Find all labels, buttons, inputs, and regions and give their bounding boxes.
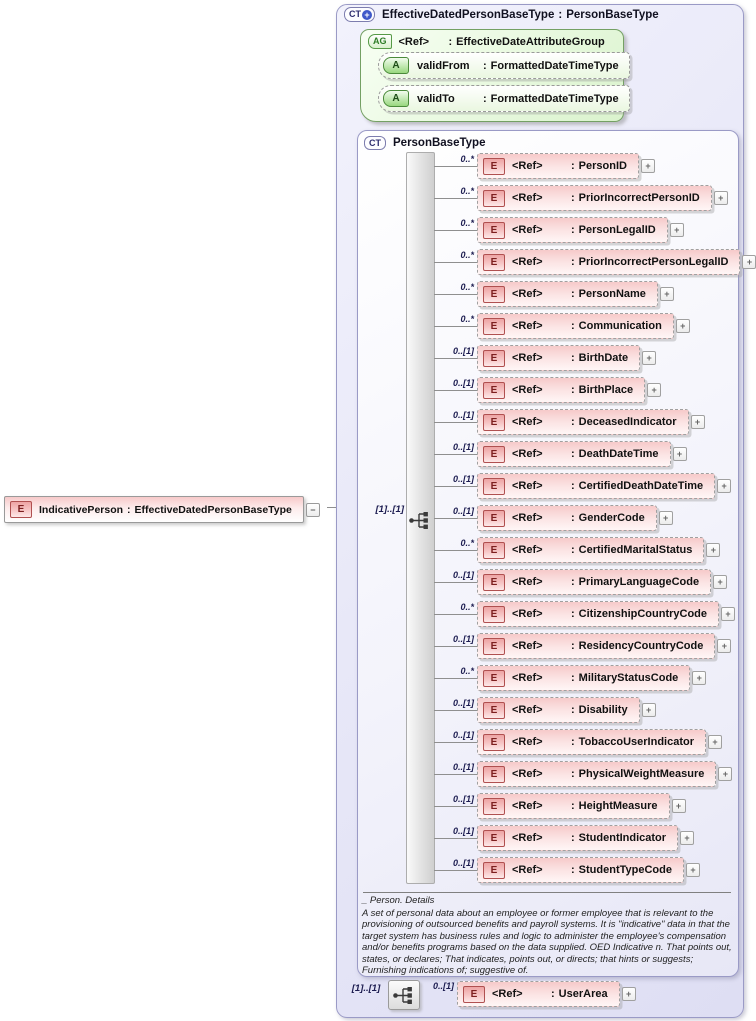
attribute-name: validFrom [417,59,470,72]
expand-icon[interactable]: + [718,767,732,781]
element-separator: : [571,352,575,364]
element-row [404,729,747,755]
element-name: PhysicalWeightMeasure [578,768,705,780]
attribute-type: FormattedDateTimeType [490,92,619,105]
element-separator: : [571,576,575,588]
expand-icon[interactable]: + [670,223,684,237]
element-ref-label: <Ref> [512,480,543,492]
sequence-cardinality: [1]..[1] [375,504,404,515]
doc-title: _ Person. Details [362,895,435,906]
element-separator: : [571,288,575,300]
element-name: CertifiedMaritalStatus [578,544,693,556]
element-box[interactable] [477,729,718,755]
element-icon: E [483,798,505,815]
element-row [404,601,747,627]
attribute-icon: A [383,90,409,107]
element-name: DeceasedIndicator [578,416,677,428]
documentation-note [362,895,734,977]
element-ref-label: <Ref> [512,864,543,876]
element-name: PersonID [578,160,627,172]
doc-body: A set of personal data about an employee or former employee that is relevant to the provisioning of outsourced benefits and payroll systems. It is "indicative" data in that the target system has business rules and logic to administer the employee's compensation and/or benefits programs based on the data supplied. OED Indicative n. That points out, states, or declares; That indicates, points out, or directs; that hints or suggests; Furnishing indications of; suggestive of. [362,907,732,976]
connector-line [434,614,477,615]
expand-icon[interactable]: + [676,319,690,333]
connector-line [434,870,477,871]
element-separator: : [571,544,575,556]
element-ref-label: <Ref> [512,416,543,428]
element-box[interactable] [477,793,682,819]
element-icon: E [483,574,505,591]
attribute-type: FormattedDateTimeType [490,59,619,72]
element-name: GenderCode [578,512,645,524]
connector-line [434,326,477,327]
element-box[interactable] [477,601,731,627]
element-row [404,633,747,659]
element-ref-label: <Ref> [512,576,543,588]
element-row [404,793,747,819]
element-box[interactable] [477,665,702,691]
element-box[interactable] [477,537,716,563]
element-box[interactable] [477,377,657,403]
expand-icon[interactable]: + [714,191,728,205]
element-row [404,537,747,563]
element-ref-label: <Ref> [492,988,523,1000]
element-separator: : [571,320,575,332]
element-box[interactable] [477,505,669,531]
connector-line [434,358,477,359]
connector-line [434,774,477,775]
panel-header [344,7,659,22]
element-row [404,857,747,883]
connector-line [434,838,477,839]
element-icon: E [483,830,505,847]
cardinality-label: 0..[1] [452,506,474,516]
cardinality-label: 0..* [460,218,474,228]
element-icon: E [483,446,505,463]
connector-line [434,390,477,391]
element-icon: E [483,670,505,687]
element-name: TobaccoUserIndicator [578,736,694,748]
expand-icon[interactable]: + [642,703,656,717]
expand-icon[interactable]: + [742,255,756,269]
element-row [404,377,747,403]
element-separator: : [571,384,575,396]
plus-circle-icon: + [362,10,372,20]
cardinality-label: 0..[1] [452,858,474,868]
element-icon: E [483,190,505,207]
connector-line [434,166,477,167]
connector-line [434,646,477,647]
element-ref-label: <Ref> [512,448,543,460]
element-separator: : [571,192,575,204]
element-icon: E [483,222,505,239]
connector-line [434,518,477,519]
cardinality-label: 0..* [460,250,474,260]
element-separator: : [571,512,575,524]
element-separator: : [571,768,575,780]
element-row [404,441,747,467]
element-icon: E [483,254,505,271]
expand-icon[interactable]: + [672,799,686,813]
element-ref-label: <Ref> [512,160,543,172]
element-separator: : [551,988,555,1000]
cardinality-label: 0..[1] [452,794,474,804]
element-row [404,761,747,787]
element-row [404,473,747,499]
cardinality-label: 0..[1] [452,730,474,740]
element-icon: E [483,286,505,303]
expand-icon[interactable]: + [659,511,673,525]
element-row [404,505,747,531]
element-box[interactable] [477,281,670,307]
element-ref-label: <Ref> [512,640,543,652]
attribute-validto[interactable] [378,85,630,112]
connector-line [434,486,477,487]
element-row [404,569,747,595]
element-name: PriorIncorrectPersonLegalID [578,256,729,268]
base-type-title: PersonBaseType [393,137,486,149]
complex-type-icon: CT [364,136,386,150]
cardinality-label: 0..* [460,314,474,324]
element-box[interactable] [477,409,701,435]
connector-line [434,294,477,295]
element-box[interactable] [477,217,680,243]
connector-line [434,454,477,455]
element-box[interactable] [477,441,683,467]
element-ref-label: <Ref> [512,384,543,396]
element-box[interactable] [477,857,696,883]
element-icon: E [483,766,505,783]
element-icon: E [483,862,505,879]
element-box[interactable] [477,825,690,851]
collapse-icon[interactable]: − [306,503,320,517]
connector-line [434,806,477,807]
expand-icon[interactable]: + [622,987,636,1001]
element-separator: : [571,224,575,236]
element-separator: : [571,704,575,716]
element-ref-label: <Ref> [512,608,543,620]
expand-icon[interactable]: + [721,607,735,621]
element-ref-label: <Ref> [512,800,543,812]
element-box[interactable] [477,697,652,723]
element-row [404,153,747,179]
element-userarea[interactable] [457,981,632,1007]
element-ref-label: <Ref> [512,736,543,748]
element-name: DeathDateTime [578,448,659,460]
cardinality-label: 0..[1] [452,762,474,772]
element-box[interactable] [477,345,652,371]
element-icon: E [483,606,505,623]
element-ref-label: <Ref> [512,544,543,556]
connector-line [434,550,477,551]
element-separator: : [571,256,575,268]
element-box[interactable] [477,249,753,275]
root-element-label: IndicativePerson : EffectiveDatedPersonBaseType [39,503,292,516]
extension-sequence-cardinality: [1]..[1] [351,983,381,994]
element-row [404,313,747,339]
element-name: BirthDate [578,352,629,364]
element-separator: : [571,736,575,748]
element-box[interactable] [477,473,727,499]
element-icon: E [483,510,505,527]
element-row [404,345,747,371]
element-ref-label: <Ref> [512,256,543,268]
element-ref-label: <Ref> [512,224,543,236]
cardinality-label: 0..* [460,186,474,196]
cardinality-label: 0..[1] [432,981,454,991]
attribute-icon: A [383,57,409,74]
expand-icon[interactable]: + [641,159,655,173]
element-name: StudentTypeCode [578,864,672,876]
attribute-separator: : [483,92,487,105]
connector-line [434,198,477,199]
cardinality-label: 0..[1] [452,378,474,388]
attribute-group-icon: AG [368,34,392,49]
connector-line [434,230,477,231]
element-name: UserArea [558,988,608,1000]
element-name: StudentIndicator [578,832,667,844]
expand-icon[interactable]: + [673,447,687,461]
element-separator: : [571,672,575,684]
expand-icon[interactable]: + [642,351,656,365]
element-box[interactable] [477,761,729,787]
connector-line [434,582,477,583]
attribute-separator: : [483,59,487,72]
element-ref-label: <Ref> [512,704,543,716]
element-name: HeightMeasure [578,800,658,812]
element-separator: : [571,832,575,844]
element-separator: : [571,480,575,492]
cardinality-label: 0..[1] [452,570,474,580]
cardinality-label: 0..* [460,282,474,292]
element-box[interactable] [477,633,727,659]
doc-separator [363,892,731,893]
expand-icon[interactable]: + [717,639,731,653]
expand-icon[interactable]: + [686,863,700,877]
element-icon: E [10,501,32,518]
element-name: PersonLegalID [578,224,656,236]
element-icon: E [483,478,505,495]
extension-sequence-icon [388,980,420,1010]
element-name: PersonName [578,288,646,300]
element-icon: E [483,702,505,719]
element-indicativeperson[interactable] [4,496,316,523]
element-separator: : [571,800,575,812]
element-name: Disability [578,704,628,716]
connector-line [434,710,477,711]
element-ref-label: <Ref> [512,288,543,300]
element-row [404,665,747,691]
cardinality-label: 0..* [460,154,474,164]
element-name: MilitaryStatusCode [578,672,679,684]
element-box[interactable] [477,185,724,211]
cardinality-label: 0..[1] [452,346,474,356]
connector-line [434,678,477,679]
element-icon: E [483,542,505,559]
element-icon: E [483,734,505,751]
element-icon: E [483,638,505,655]
attribute-validfrom[interactable] [378,52,630,79]
expand-icon[interactable]: + [713,575,727,589]
element-name: CitizenshipCountryCode [578,608,708,620]
attribute-group-label: <Ref> : EffectiveDateAttributeGroup [398,35,605,48]
element-row [404,697,747,723]
attribute-name: validTo [417,92,455,105]
base-type-header [364,136,485,150]
element-row [404,281,747,307]
element-name: PrimaryLanguageCode [578,576,700,588]
element-ref-label: <Ref> [512,320,543,332]
expand-icon[interactable]: + [691,415,705,429]
element-name: PriorIncorrectPersonID [578,192,700,204]
connector-line [434,262,477,263]
expand-icon[interactable]: + [692,671,706,685]
expand-icon[interactable]: + [660,287,674,301]
element-ref-label: <Ref> [512,192,543,204]
element-box[interactable] [477,569,723,595]
element-icon: E [463,986,485,1003]
element-ref-label: <Ref> [512,672,543,684]
expand-icon[interactable]: + [708,735,722,749]
element-name: BirthPlace [578,384,634,396]
panel-title: EffectiveDatedPersonBaseType : PersonBaseType [382,8,659,21]
element-icon: E [483,414,505,431]
element-separator: : [571,608,575,620]
element-ref-label: <Ref> [512,768,543,780]
element-row [404,409,747,435]
element-separator: : [571,640,575,652]
cardinality-label: 0..[1] [452,826,474,836]
expand-icon[interactable]: + [706,543,720,557]
element-row [404,825,747,851]
element-icon: E [483,158,505,175]
complex-type-plus-icon: CT + [344,7,375,22]
element-ref-label: <Ref> [512,352,543,364]
element-separator: : [571,416,575,428]
element-icon: E [483,382,505,399]
connector-line [434,742,477,743]
element-separator: : [571,448,575,460]
element-name: ResidencyCountryCode [578,640,704,652]
expand-icon[interactable]: + [680,831,694,845]
element-box[interactable] [477,153,651,179]
element-separator: : [571,864,575,876]
element-row [404,249,753,275]
element-box[interactable] [477,313,686,339]
expand-icon[interactable]: + [647,383,661,397]
element-name: CertifiedDeathDateTime [578,480,704,492]
element-icon: E [483,350,505,367]
cardinality-label: 0..[1] [452,442,474,452]
cardinality-label: 0..[1] [452,410,474,420]
element-row [404,217,747,243]
cardinality-label: 0..* [460,538,474,548]
element-ref-label: <Ref> [512,512,543,524]
attribute-group-header[interactable] [368,34,605,49]
element-separator: : [571,160,575,172]
element-name: Communication [578,320,662,332]
cardinality-label: 0..[1] [452,698,474,708]
expand-icon[interactable]: + [717,479,731,493]
element-ref-label: <Ref> [512,832,543,844]
cardinality-label: 0..[1] [452,634,474,644]
connector-line [434,422,477,423]
cardinality-label: 0..[1] [452,474,474,484]
cardinality-label: 0..* [460,666,474,676]
cardinality-label: 0..* [460,602,474,612]
element-row [404,185,747,211]
element-icon: E [483,318,505,335]
